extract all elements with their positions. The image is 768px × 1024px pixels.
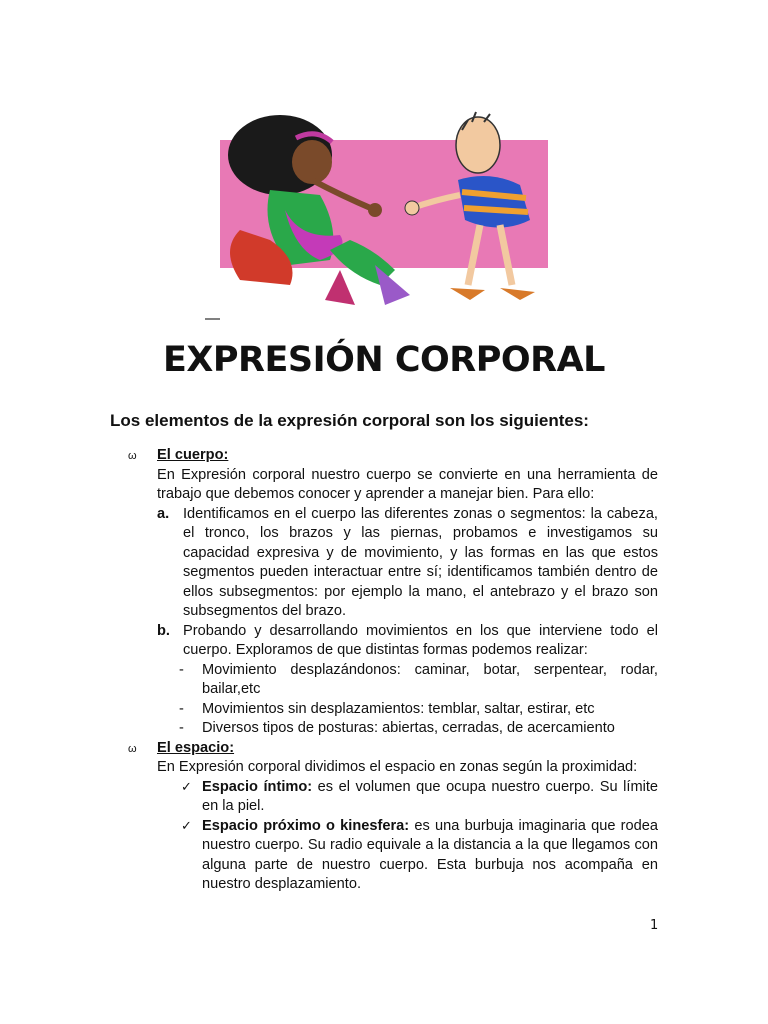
term-label: Espacio íntimo: bbox=[202, 778, 313, 795]
page-number: 1 bbox=[650, 918, 659, 933]
omega-bullet-icon: ω bbox=[128, 450, 137, 462]
term-description: es una burbuja imaginaria que rodea nuestro cuerpo. Su radio equivale a la distancia a la que llegamos con alguna parte de nuestro cuerpo. Esta burbuja nos acompaña en nuestro desplazamiento. bbox=[202, 817, 658, 892]
section-intro: En Expresión corporal dividimos el espacio en zonas según la proximidad: bbox=[157, 759, 638, 775]
sub-list-item-text: Movimientos sin desplazamientos: temblar, saltar, estirar, etc bbox=[202, 700, 595, 717]
section-title: El espacio: bbox=[157, 739, 235, 756]
section-title: El cuerpo: bbox=[157, 447, 229, 463]
list-item-text: Probando y desarrollando movimientos en los que interviene todo el cuerpo. Exploramos de que distintas formas podemos realizar: bbox=[183, 622, 658, 658]
sub-list-item bbox=[157, 719, 658, 739]
checkmark-icon: ✓ bbox=[181, 779, 192, 795]
omega-bullet-icon: ω bbox=[128, 742, 137, 755]
children-playing-illustration bbox=[200, 100, 570, 325]
check-list-item bbox=[157, 778, 658, 817]
dash-bullet: - bbox=[179, 700, 184, 717]
dash-bullet: - bbox=[179, 661, 184, 678]
document-subtitle: Los elementos de la expresión corporal son los siguientes: bbox=[110, 411, 589, 430]
sub-list-item-text: Diversos tipos de posturas: abiertas, cerradas, de acercamiento bbox=[202, 720, 615, 736]
term-description: es el volumen que ocupa nuestro cuerpo. Su límite en la piel. bbox=[202, 778, 659, 814]
section-intro: En Expresión corporal nuestro cuerpo se convierte en una herramienta de trabajo que debemos conocer y aprender a manejar bien. Para ello: bbox=[157, 466, 658, 502]
section-el-cuerpo bbox=[128, 446, 658, 739]
section-el-espacio bbox=[128, 739, 658, 895]
checkmark-icon: ✓ bbox=[181, 818, 192, 834]
sub-list-item bbox=[157, 700, 658, 720]
list-marker: b. bbox=[157, 622, 170, 639]
list-marker: a. bbox=[157, 505, 170, 522]
list-item-text: Identificamos en el cuerpo las diferentes zonas o segmentos: la cabeza, el tronco, los brazos y las piernas, probamos e investigamos su capacidad expresiva y de movimiento, y las formas en las que estos segmentos pueden interactuar entre sí; identificamos también dentro de ellos subsegmentos: por ejemplo la mano, el antebrazo y el brazo son subsegmentos del brazo. bbox=[183, 505, 658, 619]
content-body bbox=[128, 446, 658, 895]
sub-list-item bbox=[157, 661, 658, 700]
list-item-b bbox=[157, 622, 658, 661]
page-title: EXPRESIÓN CORPORAL bbox=[162, 340, 605, 380]
list-item-a bbox=[157, 505, 658, 622]
sub-list-item-text: Movimiento desplazándonos: caminar, botar, serpentear, rodar, bailar,etc bbox=[202, 661, 658, 697]
check-list-item bbox=[157, 817, 658, 895]
dash-bullet: - bbox=[179, 720, 184, 736]
term-label: Espacio próximo o kinesfera: bbox=[202, 817, 410, 834]
